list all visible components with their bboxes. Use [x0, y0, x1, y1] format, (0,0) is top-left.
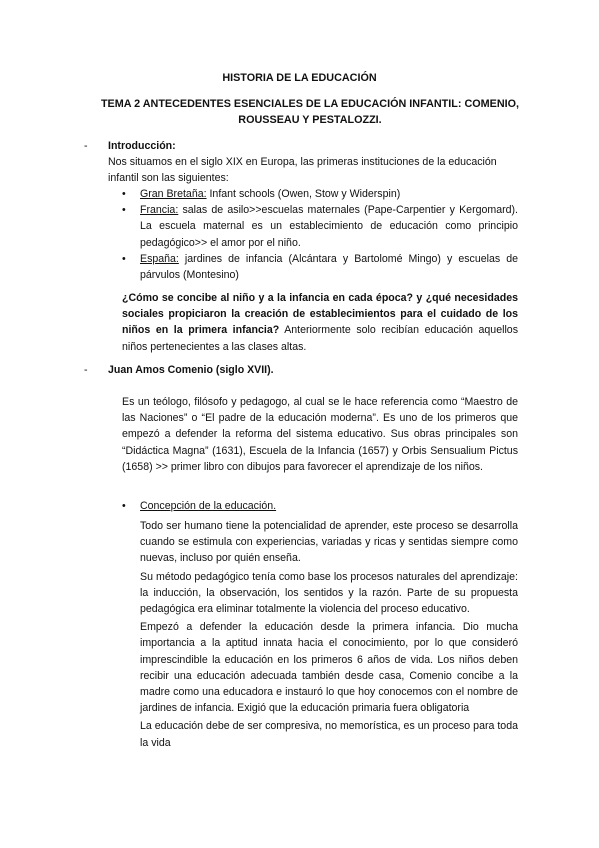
- country-label: Francia:: [140, 204, 179, 217]
- comenio-bio: Es un teólogo, filósofo y pedagogo, al cual se le hace referencia como “Maestro de las Naciones” o “El padre de la educación moderna”. Es uno de los primeros que empezó a defender la reforma del sistema educativo. Sus obras principales son “Didáctica Magna” (1631), Escuela de la Infancia (1657) y Orbis Sensualium Pictus (1658) >> primer libro con dibujos para favorecer el aprendizaje de los niños.: [122, 396, 518, 473]
- concept-paragraph-4: La educación debe de ser compresiva, no memorística, es un proceso para toda la vida: [140, 720, 518, 749]
- concept-paragraph-3: Empezó a defender la educación desde la primera infancia. Dio mucha importancia a la aptitud innata hacia el conocimiento, por lo que consideró imprescindible la educación en los primeros 6 años de vida. Los niños deben recibir una educación adecuada también desde casa, Comenio concibe a la madre como una educadora e instauró lo que hoy conocemos con el nombre de jardines de infancia. Exigió que la educación primaria fuera obligatoria: [140, 621, 518, 715]
- country-label: España:: [140, 252, 179, 265]
- intro-section: [84, 138, 518, 187]
- question-bold: ¿Cómo se concibe al niño y a la infancia en cada época? y ¿qué necesidades sociales propiciaron la creación de establecimientos para el cuidado de los niños en la primera infancia?: [122, 292, 518, 337]
- intro-heading: Introducción:: [108, 140, 176, 152]
- document-subtitle: TEMA 2 ANTECEDENTES ESENCIALES DE LA EDUCACIÓN INFANTIL: COMENIO, ROUSSEAU Y PESTALOZZI.: [100, 98, 520, 127]
- intro-question: [122, 290, 518, 355]
- question-rest: Anteriormente solo recibían educación aquellos niños pertenecientes a las clases altas.: [122, 324, 518, 353]
- bullet-marker: •: [122, 500, 126, 512]
- bullet-marker: •: [122, 188, 126, 200]
- document-title: HISTORIA DE LA EDUCACIÓN: [222, 72, 377, 84]
- list-item: [122, 202, 518, 251]
- list-item: [122, 251, 518, 283]
- item-text: salas de asilo>>escuelas maternales (Pape-Carpentier y Kergomard). La escuela maternal es un establecimiento de educación como principio pedagógico>> el amor por el niño.: [140, 204, 518, 249]
- intro-text: Nos situamos en el siglo XIX en Europa, las primeras instituciones de la educación infantil son las siguientes:: [108, 156, 497, 185]
- comenio-section: [84, 362, 518, 378]
- intro-bullet-list: [122, 186, 518, 283]
- dash-marker: -: [84, 140, 88, 152]
- dash-marker: -: [84, 364, 88, 376]
- concept-heading: Concepción de la educación.: [140, 500, 277, 512]
- concept-paragraph-2: Su método pedagógico tenía como base los procesos naturales del aprendizaje: la inducción, la observación, los sentidos y la razón. Parte de su propuesta pedagógica era eliminar totalmente la violencia del proceso educativo.: [140, 570, 518, 616]
- bullet-marker: •: [122, 204, 126, 217]
- list-item: [122, 186, 518, 202]
- item-text: Infant schools (Owen, Stow y Widerspin): [206, 188, 401, 200]
- country-label: Gran Bretaña:: [140, 188, 207, 200]
- bullet-marker: •: [122, 252, 126, 265]
- concept-paragraph-1: Todo ser humano tiene la potencialidad de aprender, este proceso se desarrolla cuando se estimula con experiencias, variadas y ricas y sentidas siempre como nuevas, incluso por quién enseña.: [140, 520, 518, 565]
- comenio-heading: Juan Amos Comenio (siglo XVII).: [108, 364, 274, 376]
- concept-body: [140, 518, 518, 751]
- item-text: jardines de infancia (Alcántara y Bartolomé Mingo) y escuelas de párvulos (Montesino): [140, 252, 518, 282]
